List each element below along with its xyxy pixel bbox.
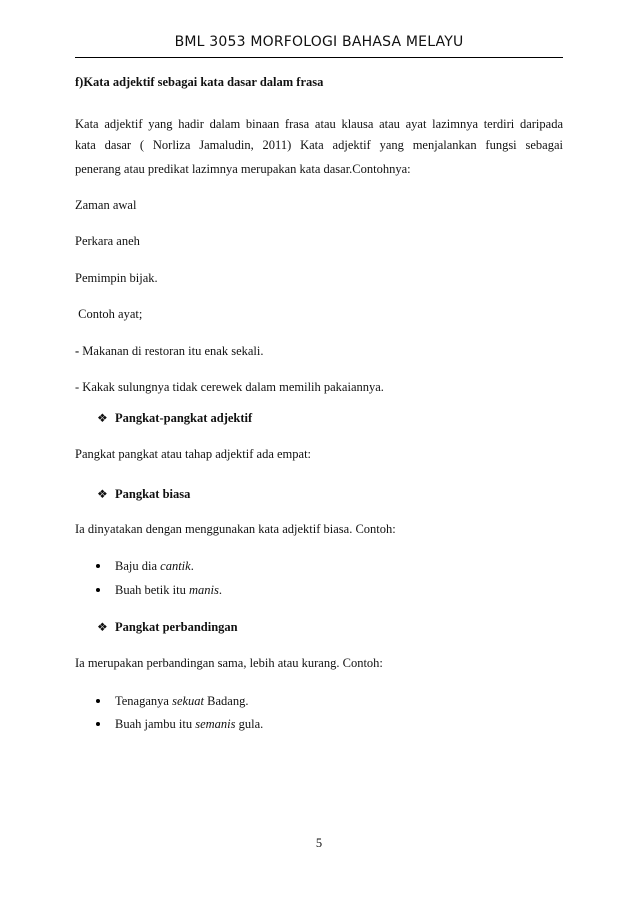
sentence-text: Makanan di restoran itu enak sekali. (82, 344, 264, 358)
example-text: Badang. (204, 694, 249, 708)
perbandingan-example-2 (115, 716, 263, 732)
sentence-example-1 (75, 343, 264, 359)
page-number: 5 (315, 836, 323, 850)
paragraph-line-2: kata dasar ( Norliza Jamaludin, 2011) Kata adjektif yang menjalankan fungsi sebagai (75, 138, 563, 152)
perbandingan-example-1 (115, 693, 248, 709)
diamond-cross-icon: ❖ (97, 620, 108, 634)
page-header-title: BML 3053 MORFOLOGI BAHASA MELAYU (174, 34, 464, 50)
example-text: gula. (235, 717, 264, 731)
perbandingan-heading: Pangkat perbandingan (115, 620, 238, 634)
sentence-example-2 (75, 379, 384, 395)
adjective-word: cantik (160, 559, 191, 573)
section-heading: f)Kata adjektif sebagai kata dasar dalam frasa (75, 75, 324, 89)
example-text: Buah jambu itu (115, 717, 196, 731)
dash-marker: - (75, 344, 83, 358)
adjective-word: manis (188, 583, 219, 597)
dot-icon (96, 699, 100, 703)
example-text: Buah betik itu (115, 583, 189, 597)
sentence-examples-label: Contoh ayat; (75, 307, 143, 321)
dot-icon (96, 722, 100, 726)
phrase-example-2: Perkara aneh (75, 234, 140, 248)
example-text: Tenaganya (115, 694, 173, 708)
sentence-text: Kakak sulungnya tidak cerewek dalam memilih pakaiannya. (82, 380, 384, 394)
biasa-heading: Pangkat biasa (115, 487, 191, 501)
example-text: Baju dia (115, 559, 161, 573)
example-text: . (218, 583, 222, 597)
biasa-example-1 (115, 558, 194, 574)
dot-icon (96, 588, 100, 592)
pangkat-intro: Pangkat pangkat atau tahap adjektif ada empat: (75, 447, 312, 461)
adjective-word: sekuat (172, 694, 205, 708)
dot-icon (96, 564, 100, 568)
diamond-cross-icon: ❖ (97, 487, 108, 501)
phrase-example-3: Pemimpin bijak. (75, 271, 158, 285)
perbandingan-intro: Ia merupakan perbandingan sama, lebih atau kurang. Contoh: (75, 656, 383, 670)
dash-marker: - (75, 380, 83, 394)
biasa-example-2 (115, 582, 222, 598)
example-text: . (190, 559, 194, 573)
paragraph-line-1: Kata adjektif yang hadir dalam binaan frasa atau klausa atau ayat lazimnya terdiri daripada (75, 117, 563, 131)
diamond-cross-icon: ❖ (97, 411, 108, 425)
biasa-intro: Ia dinyatakan dengan menggunakan kata adjektif biasa. Contoh: (75, 522, 396, 536)
pangkat-heading: Pangkat-pangkat adjektif (115, 411, 253, 425)
header-divider (75, 57, 563, 58)
paragraph-line-3: penerang atau predikat lazimnya merupakan kata dasar.Contohnya: (75, 162, 411, 176)
adjective-word: semanis (195, 717, 236, 731)
phrase-example-1: Zaman awal (75, 198, 137, 212)
